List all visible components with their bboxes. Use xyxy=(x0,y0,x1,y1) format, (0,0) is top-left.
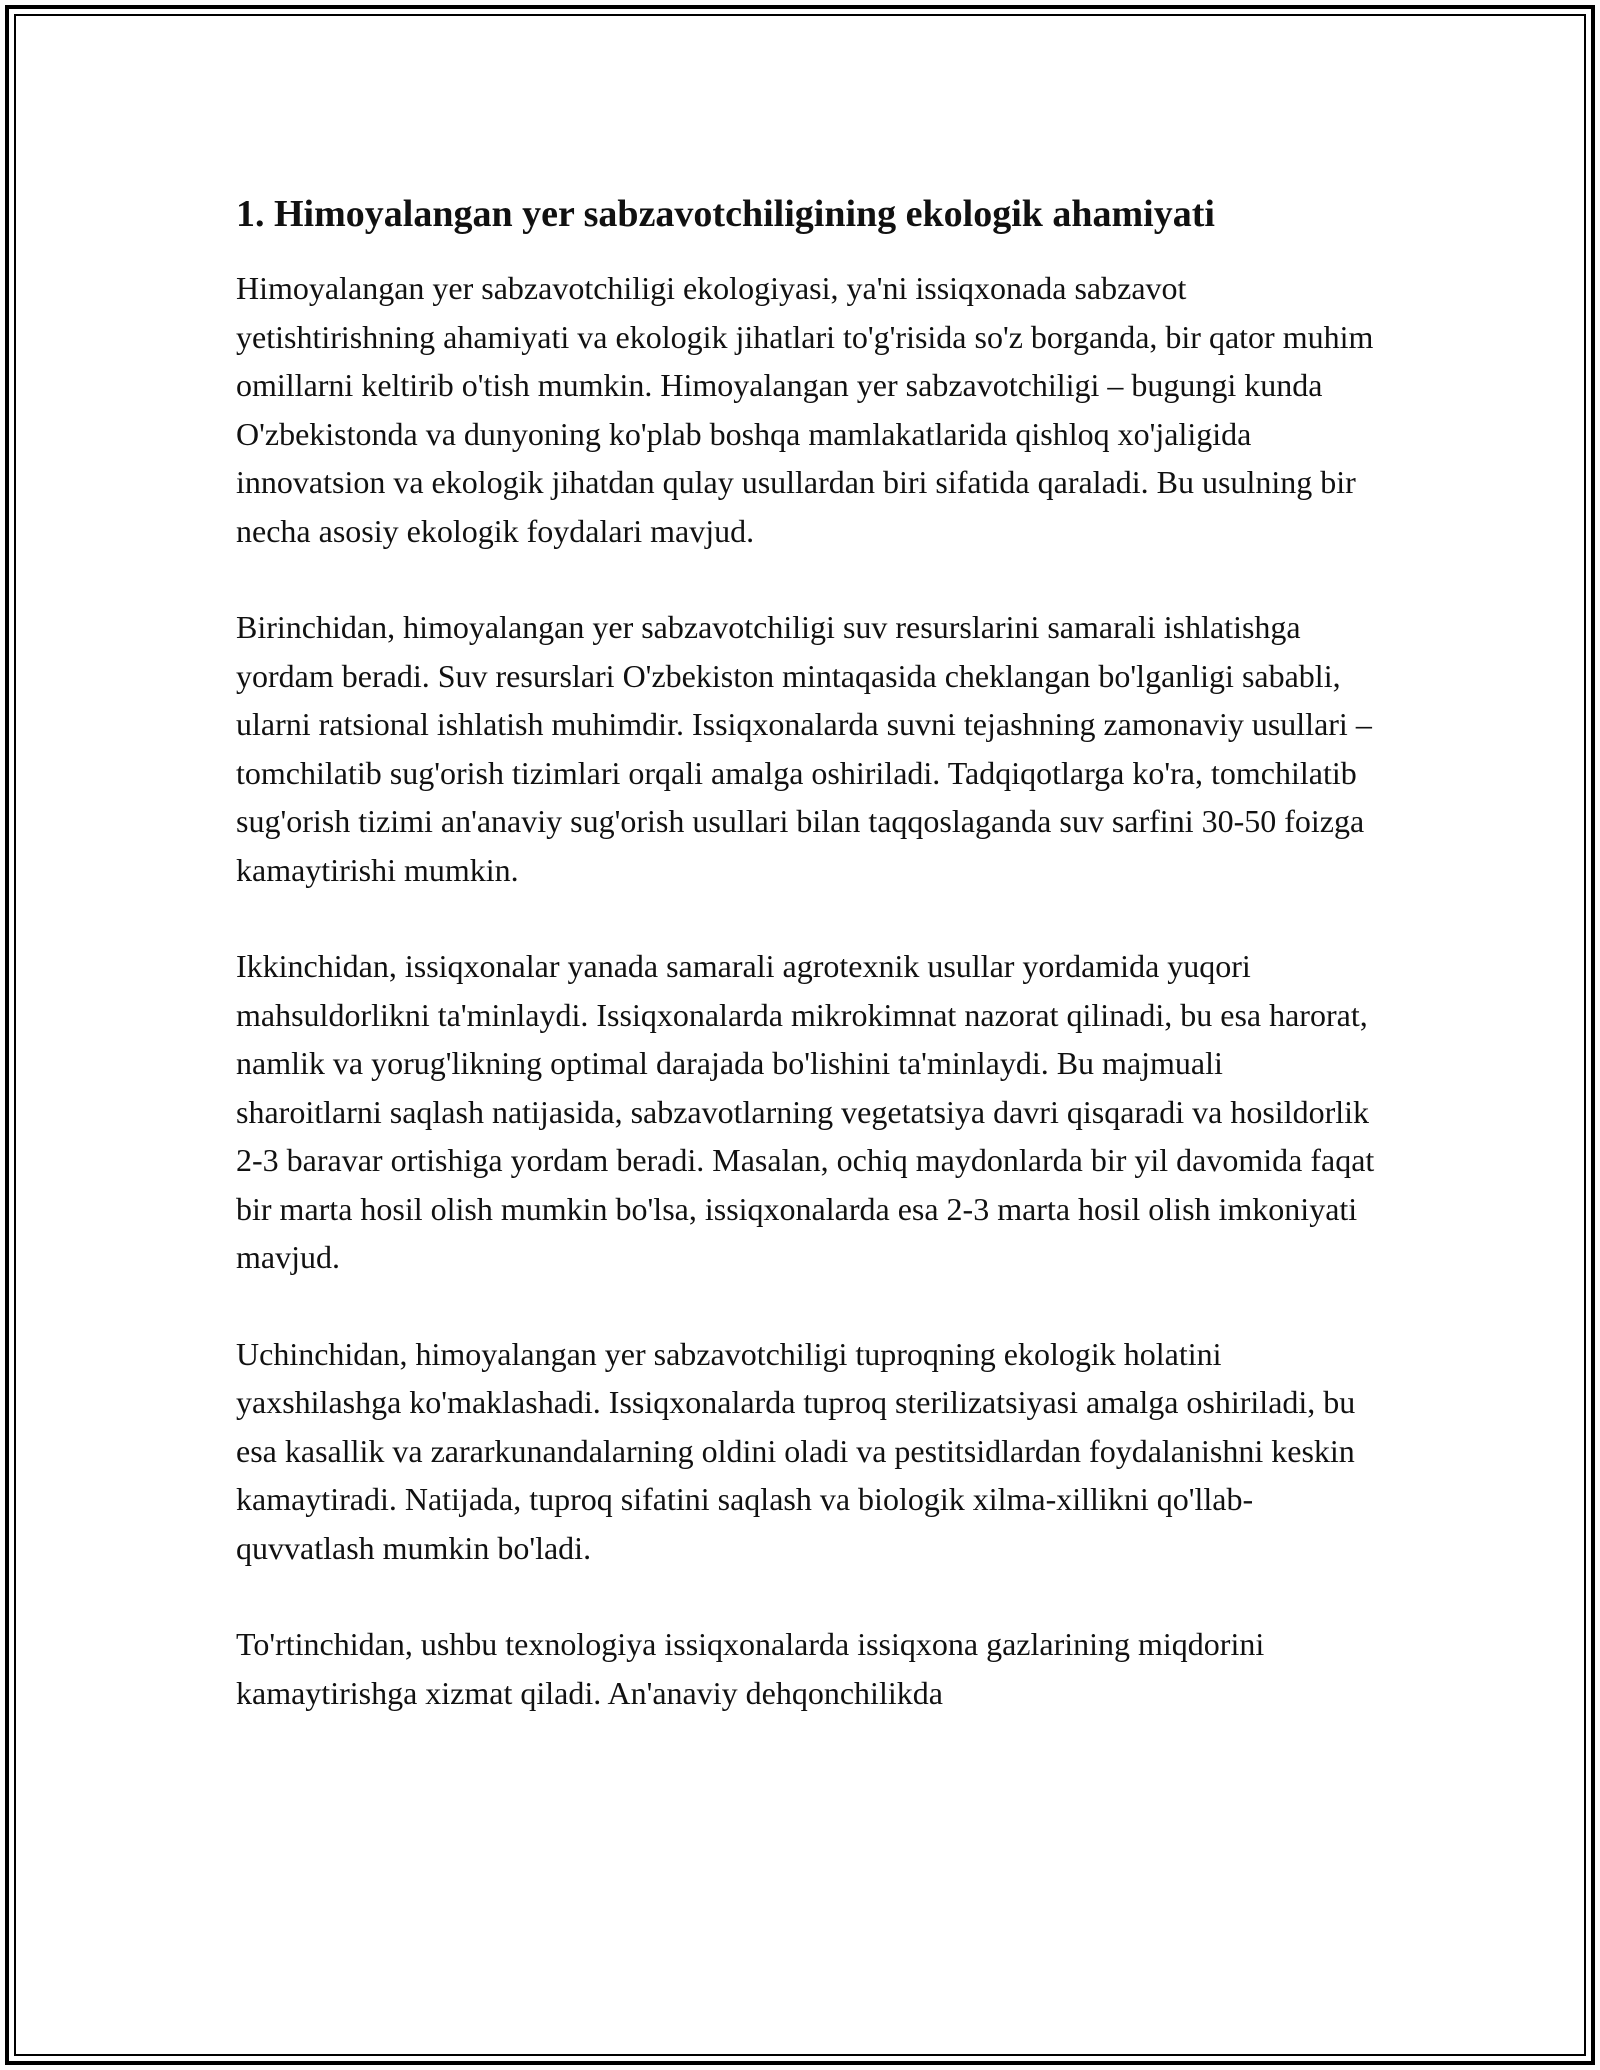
paragraph-intro: Himoyalangan yer sabzavotchiligi ekologiyasi, ya'ni issiqxonada sabzavot yetishtirishning ahamiyati va ekologik jihatlari to'g'risida so'z borganda, bir qator muhim omillarni keltirib o'tish mumkin. Himoyalangan yer sabzavotchiligi – bugungi kunda O'zbekistonda va dunyoning ko'plab boshqa mamlakatlarida qishloq xo'jaligida innovatsion va ekologik jihatdan qulay usullardan biri sifatida qaraladi. Bu usulning bir necha asosiy ekologik foydalari mavjud. xyxy=(236,270,1374,549)
paragraph-fourth-point: To'rtinchidan, ushbu texnologiya issiqxonalarda issiqxona gazlarining miqdorini kamaytirishga xizmat qiladi. An'anaviy dehqonchilikda xyxy=(236,1626,1265,1711)
section-heading: 1. Himoyalangan yer sabzavotchiligining ekologik ahamiyati xyxy=(236,193,1215,235)
document-body xyxy=(236,186,1376,1765)
paragraph-first-point: Birinchidan, himoyalangan yer sabzavotchiligi suv resurslarini samarali ishlatishga yordam beradi. Suv resurslari O'zbekiston mintaqasida cheklangan bo'lganligi sababli, ularni ratsional ishlatish muhimdir. Issiqxonalarda suvni tejashning zamonaviy usullari – tomchilatib sug'orish tizimlari orqali amalga oshiriladi. Tadqiqotlarga ko'ra, tomchilatib sug'orish tizimi an'anaviy sug'orish usullari bilan taqqoslaganda suv sarfini 30-50 foizga kamaytirishi mumkin. xyxy=(236,609,1372,888)
paragraph-third-point: Uchinchidan, himoyalangan yer sabzavotchiligi tuproqning ekologik holatini yaxshilashga ko'maklashadi. Issiqxonalarda tuproq sterilizatsiyasi amalga oshiriladi, bu esa kasallik va zararkunandalarning oldini oladi va pestitsidlardan foydalanishni keskin kamaytiradi. Natijada, tuproq sifatini saqlash va biologik xilma-xillikni qo'llab-quvvatlash mumkin bo'ladi. xyxy=(236,1335,1356,1566)
paragraph-second-point: Ikkinchidan, issiqxonalar yanada samarali agrotexnik usullar yordamida yuqori mahsuldorlikni ta'minlaydi. Issiqxonalarda mikrokimnat nazorat qilinadi, bu esa harorat, namlik va yorug'likning optimal darajada bo'lishini ta'minlaydi. Bu majmuali sharoitlarni saqlash natijasida, sabzavotlarning vegetatsiya davri qisqaradi va hosildorlik 2-3 baravar ortishiga yordam beradi. Masalan, ochiq maydonlarda bir yil davomida faqat bir marta hosil olish mumkin bo'lsa, issiqxonalarda esa 2-3 marta hosil olish imkoniyati mavjud. xyxy=(236,948,1375,1275)
